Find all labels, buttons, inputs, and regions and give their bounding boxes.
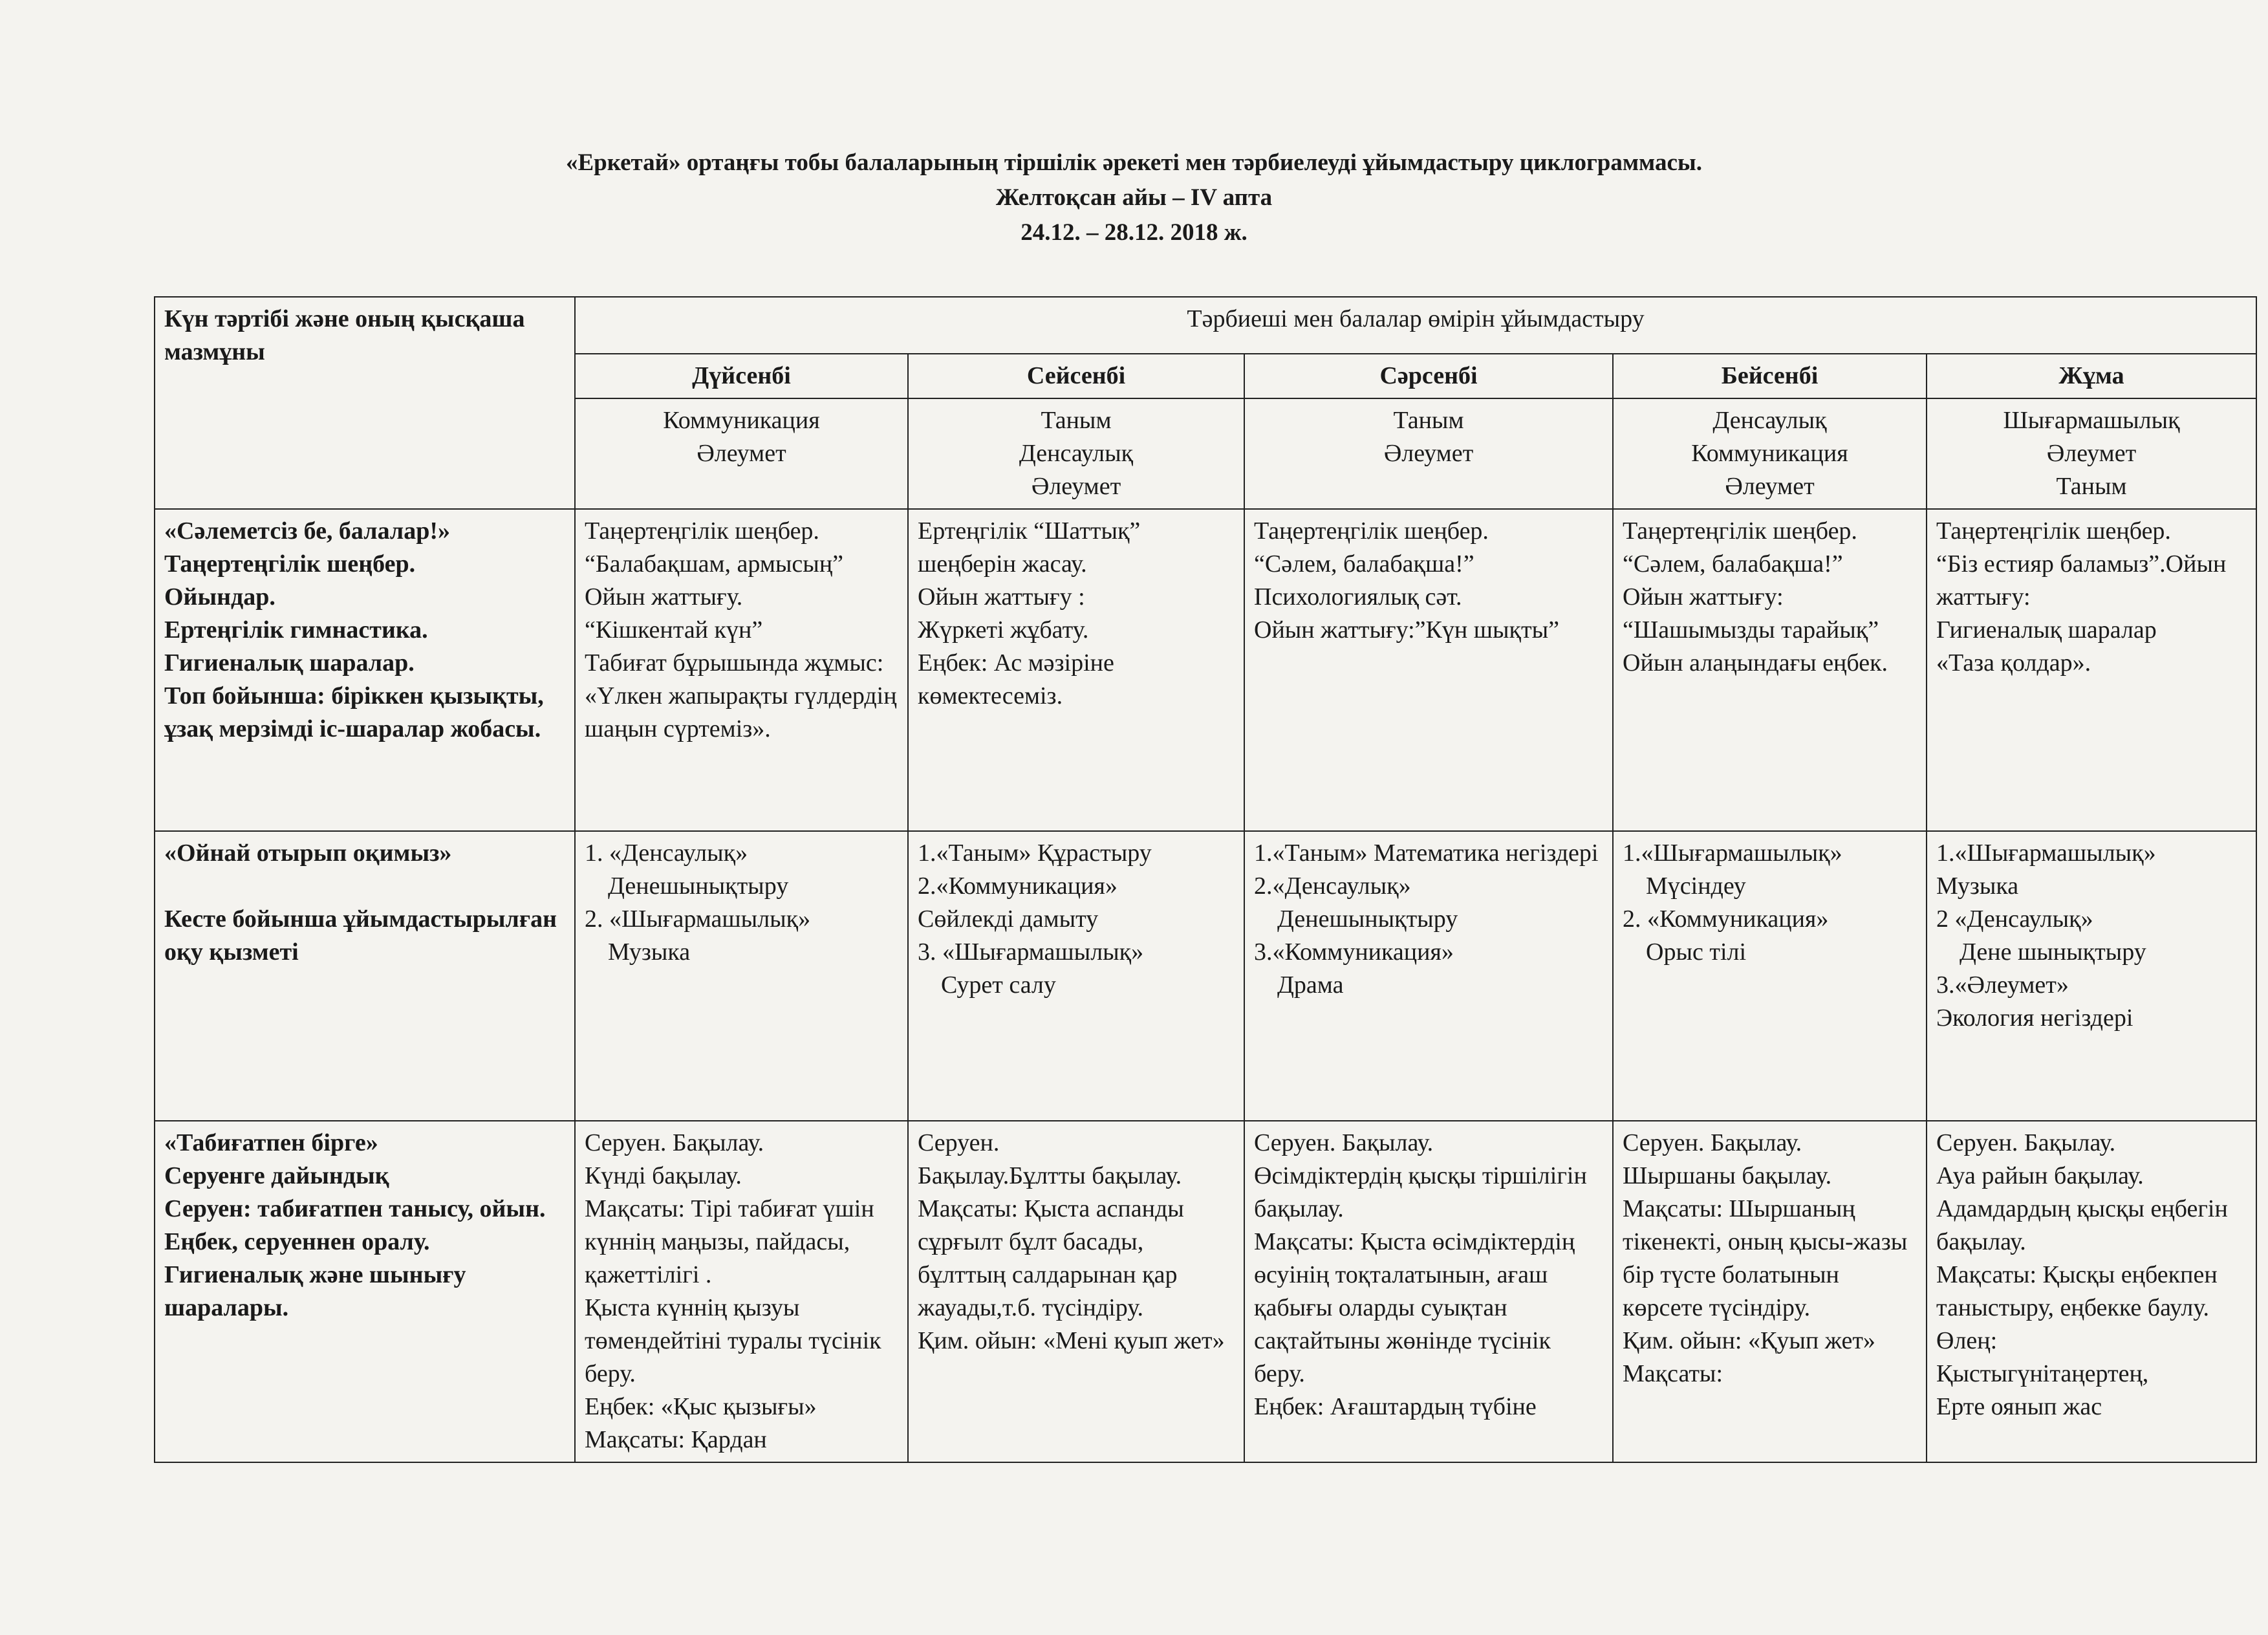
- activity-cell: [575, 509, 908, 831]
- title-line-2: Желтоқсан айы – IV апта: [995, 184, 1273, 211]
- activity-cell: [1613, 509, 1927, 831]
- cell-line: 3.«Коммуникация»: [1254, 938, 1454, 966]
- cell-line: Ойындар.: [164, 583, 275, 611]
- cell-line: Күнді бақылау.: [585, 1162, 742, 1189]
- cell-line: “Сәлем, балабақша!”: [1623, 550, 1843, 578]
- activity-cell: [1927, 509, 2256, 831]
- area-cell: [1927, 398, 2256, 509]
- cell-line: “Кішкентай күн”: [585, 616, 763, 644]
- cell-line: [164, 870, 565, 903]
- day-cell: Бейсенбі: [1613, 354, 1927, 398]
- cell-line: Денешынықтыру: [608, 872, 789, 900]
- header-row: [155, 297, 2256, 354]
- activity-cell: [1927, 831, 2256, 1121]
- cell-line: 2.«Коммуникация»: [918, 872, 1118, 900]
- cell-line: Еңбек, серуеннен оралу.: [164, 1228, 430, 1255]
- cell-line: “Балабақшам, армысың”: [585, 550, 844, 578]
- corner-cell: Күн тәртібі және оның қысқаша мазмұны: [155, 297, 575, 509]
- area-cell: [575, 398, 908, 509]
- cell-line: Қим. ойын: «Мені қуып жет»: [918, 1327, 1225, 1354]
- cell-line: Денсаулық: [1019, 440, 1134, 467]
- cell-line: Экология негіздері: [1936, 1004, 2133, 1032]
- activity-cell: [1244, 509, 1613, 831]
- cell-line: Шығармашылық: [2003, 407, 2180, 434]
- cell-line: Еңбек: «Қыс қызығы»: [585, 1393, 817, 1420]
- cell-line: Мақсаты:: [1623, 1360, 1723, 1387]
- cell-line: Әлеумет: [1725, 473, 1815, 500]
- cell-line: 2.«Денсаулық»: [1254, 872, 1411, 900]
- cell-line: 3.«Әлеумет»: [1936, 971, 2069, 999]
- cell-line: Қыста күннің қызуы төмендейтіні туралы түсінік беру.: [585, 1294, 881, 1387]
- cell-line: Әлеумет: [1031, 473, 1121, 500]
- activity-cell: [908, 1121, 1244, 1462]
- cell-line: Мақсаты: Қыста аспанды сұрғылт бұлт басады, бұлттың салдарынан қар жауады,т.б. түсіндіру.: [918, 1195, 1184, 1321]
- cell-line: Қим. ойын: «Қуып жет»: [1623, 1327, 1875, 1354]
- cell-line: Еңбек: Ас мәзіріне көмектесеміз.: [918, 649, 1114, 709]
- cell-line: Таңертеңгілік шеңбер.: [585, 517, 819, 545]
- cell-line: “Сәлем, балабақша!”: [1254, 550, 1474, 578]
- activity-cell: [575, 831, 908, 1121]
- area-cell: [1613, 398, 1927, 509]
- cell-line: Гигиеналық және шынығу шаралары.: [164, 1261, 466, 1321]
- cell-line: Денсаулық: [1712, 407, 1827, 434]
- row-header-cell: [155, 509, 575, 831]
- cell-line: Гигиеналық шаралар: [1936, 616, 2157, 644]
- cell-line: Ойын жаттығу:”Күн шықты”: [1254, 616, 1559, 644]
- area-cell: [1244, 398, 1613, 509]
- cell-line: Мақсаты: Қысқы еңбекпен таныстыру, еңбекке баулу.: [1936, 1261, 2218, 1321]
- cell-line: Драма: [1277, 971, 1344, 999]
- cell-line: Ерте оянып жас: [1936, 1393, 2102, 1420]
- cell-line: Өсімдіктердің қысқы тіршілігін бақылау.: [1254, 1162, 1587, 1222]
- activity-cell: [1613, 1121, 1927, 1462]
- cell-line: Ауа райын бақылау.: [1936, 1162, 2144, 1189]
- schedule-table: [154, 296, 2257, 1463]
- title-line-1: «Еркетай» ортаңғы тобы балаларының тіршілік әрекеті мен тәрбиелеуді ұйымдастыру циклограммасы.: [565, 149, 1703, 176]
- cell-line: Таным: [2056, 473, 2127, 500]
- cell-line: Жүркеті жұбату.: [918, 616, 1089, 644]
- cell-line: Дене шынықтыру: [1960, 938, 2146, 966]
- main-header-cell: Тәрбиеші мен балалар өмірін ұйымдастыру: [575, 297, 2256, 354]
- cell-line: Таңертеңгілік шеңбер.: [164, 550, 416, 578]
- cell-line: Коммуникация: [663, 407, 820, 434]
- activity-cell: [1244, 1121, 1613, 1462]
- activity-cell: [1927, 1121, 2256, 1462]
- cell-line: Әлеумет: [697, 440, 786, 467]
- cell-line: 1. «Денсаулық»: [585, 839, 748, 867]
- cell-line: Сурет салу: [941, 971, 1056, 999]
- cell-line: 2 «Денсаулық»: [1936, 905, 2093, 933]
- activity-cell: [908, 831, 1244, 1121]
- cell-line: Серуен. Бақылау.: [1623, 1129, 1802, 1156]
- activity-cell: [908, 509, 1244, 831]
- cell-line: Орыс тілі: [1646, 938, 1747, 966]
- cell-line: Табиғат бұрышында жұмыс: «Үлкен жапырақты гүлдердің шаңын сүртеміз».: [585, 649, 897, 742]
- cell-line: Мақсаты: Тірі табиғат үшін күннің маңызы, пайдасы, қажеттілігі .: [585, 1195, 874, 1288]
- cell-line: Кесте бойынша ұйымдастырылған оқу қызметі: [164, 905, 557, 966]
- cell-line: Серуен.: [918, 1129, 1000, 1156]
- cell-line: Шыршаны бақылау.: [1623, 1162, 1832, 1189]
- cell-line: Қыстыгүнітаңертең,: [1936, 1360, 2149, 1387]
- cell-line: 1.«Таным» Құрастыру: [918, 839, 1152, 867]
- cell-line: Коммуникация: [1691, 440, 1848, 467]
- area-cell: [908, 398, 1244, 509]
- cell-line: Өлең:: [1936, 1327, 1998, 1354]
- cell-line: Серуен. Бақылау.: [585, 1129, 764, 1156]
- cell-line: Музыка: [1936, 872, 2019, 900]
- cell-line: Ертеңгілік гимнастика.: [164, 616, 428, 644]
- cell-line: Гигиеналық шаралар.: [164, 649, 415, 677]
- schedule-row: [155, 831, 2256, 1121]
- cell-line: Әлеумет: [1383, 440, 1474, 467]
- cell-line: Таным: [1041, 407, 1112, 434]
- day-cell: Жұма: [1927, 354, 2256, 398]
- cell-line: Ойын жаттығу:: [1623, 583, 1784, 611]
- cell-line: Ертеңгілік “Шаттық” шеңберін жасау.: [918, 517, 1141, 578]
- cell-line: Психологиялық сәт.: [1254, 583, 1462, 611]
- cell-line: Мақсаты: Қардан: [585, 1426, 767, 1453]
- cell-line: Мақсаты: Шыршаның тікенекті, оның қысы-жазы бір түсте болатынын көрсете түсіндіру.: [1623, 1195, 1908, 1321]
- activity-cell: [1613, 831, 1927, 1121]
- cell-line: Адамдардың қысқы еңбегін бақылау.: [1936, 1195, 2228, 1255]
- cell-line: Таным: [1393, 407, 1464, 434]
- day-cell: Дүйсенбі: [575, 354, 908, 398]
- schedule-row: [155, 509, 2256, 831]
- cell-line: Денешынықтыру: [1277, 905, 1458, 933]
- cell-line: Музыка: [608, 938, 691, 966]
- cell-line: Ойын жаттығу :: [918, 583, 1085, 611]
- document-title: [0, 146, 2268, 250]
- cell-line: «Таза қолдар».: [1936, 649, 2091, 677]
- cell-line: Ойын жаттығу.: [585, 583, 743, 611]
- cell-line: 1.«Шығармашылық»: [1623, 839, 1842, 867]
- activity-cell: [1244, 831, 1613, 1121]
- cell-line: 1.«Таным» Математика негіздері: [1254, 839, 1599, 867]
- cell-line: Әлеумет: [2046, 440, 2137, 467]
- cell-line: Мақсаты: Қыста өсімдіктердің өсуінің тоқталатынын, ағаш қабығы оларды суықтан сақтайтыны жөнінде түсінік беру.: [1254, 1228, 1575, 1387]
- row-header-cell: [155, 831, 575, 1121]
- cell-line: «Ойнай отырып оқимыз»: [164, 839, 452, 867]
- cell-line: Серуен: табиғатпен танысу, ойын.: [164, 1195, 546, 1222]
- cell-line: «Табиғатпен бірге»: [164, 1129, 378, 1156]
- cell-line: Сөйлекді дамыту: [918, 905, 1099, 933]
- day-cell: Сейсенбі: [908, 354, 1244, 398]
- title-line-3: 24.12. – 28.12. 2018 ж.: [1021, 219, 1247, 246]
- cell-line: Еңбек: Ағаштардың түбіне: [1254, 1393, 1537, 1420]
- cell-line: Таңертеңгілік шеңбер.: [1936, 517, 2171, 545]
- cell-line: 2. «Коммуникация»: [1623, 905, 1829, 933]
- row-header-cell: [155, 1121, 575, 1462]
- day-cell: Сәрсенбі: [1244, 354, 1613, 398]
- cell-line: Таңертеңгілік шеңбер.: [1623, 517, 1857, 545]
- cell-line: Серуенге дайындық: [164, 1162, 389, 1189]
- cell-line: Таңертеңгілік шеңбер.: [1254, 517, 1489, 545]
- activity-cell: [575, 1121, 908, 1462]
- cell-line: Ойын алаңындағы еңбек.: [1623, 649, 1888, 677]
- cell-line: «Сәлеметсіз бе, балалар!»: [164, 517, 451, 545]
- cell-line: 3. «Шығармашылық»: [918, 938, 1144, 966]
- cell-line: Бақылау.Бұлтты бақылау.: [918, 1162, 1182, 1189]
- cell-line: Топ бойынша: біріккен қызықты, ұзақ мерзімді іс-шаралар жобасы.: [164, 682, 544, 742]
- cell-line: Мүсіндеу: [1646, 872, 1746, 900]
- cell-line: “Шашымызды тарайық”: [1623, 616, 1879, 644]
- cell-line: Серуен. Бақылау.: [1254, 1129, 1434, 1156]
- cell-line: “Біз естияр баламыз”.Ойын жаттығу:: [1936, 550, 2227, 611]
- schedule-row: [155, 1121, 2256, 1462]
- cell-line: 1.«Шығармашылық»: [1936, 839, 2156, 867]
- cell-line: Серуен. Бақылау.: [1936, 1129, 2116, 1156]
- cell-line: 2. «Шығармашылық»: [585, 905, 811, 933]
